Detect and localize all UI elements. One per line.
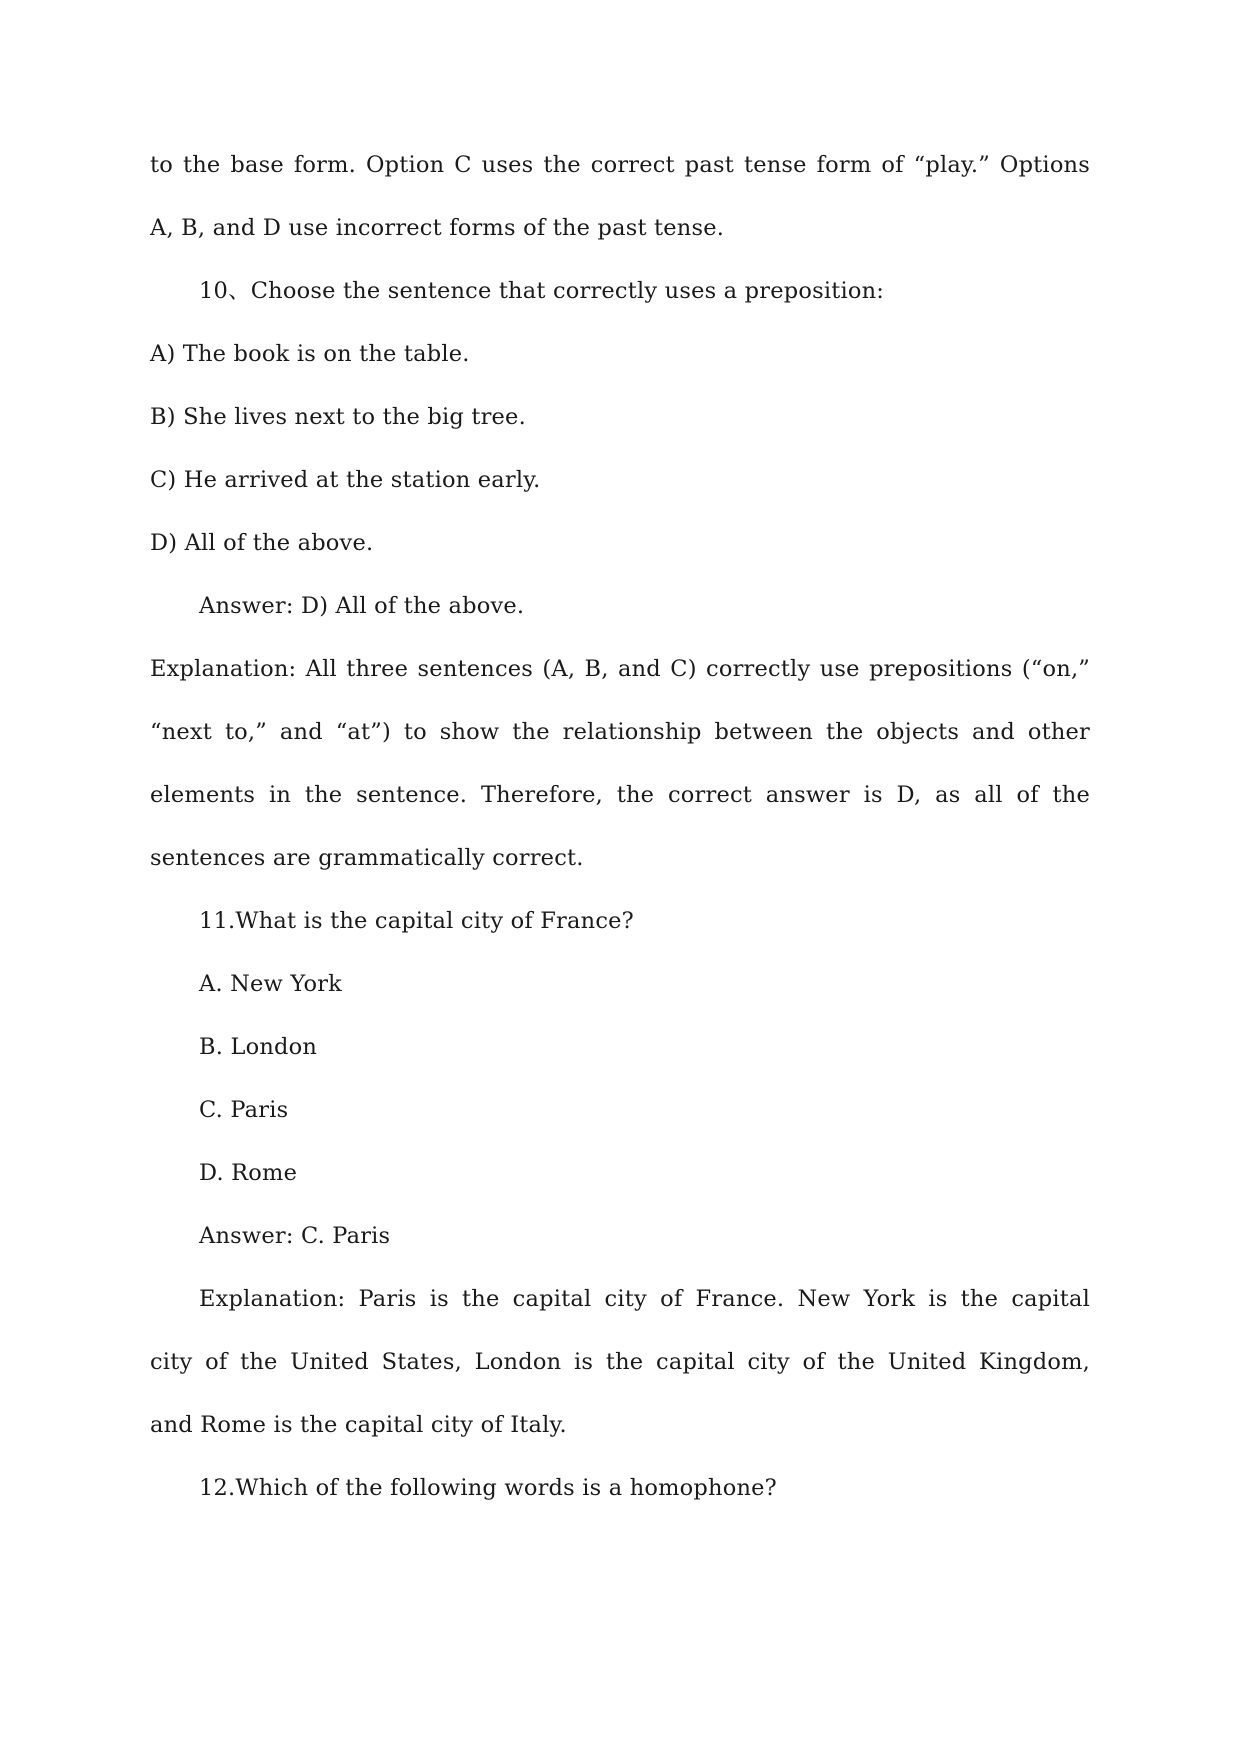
q10-option-a: A) The book is on the table. [150, 341, 470, 367]
q10-answer: Answer: D) All of the above. [199, 593, 525, 619]
q11-option-d: D. Rome [199, 1160, 298, 1186]
question-10: 10、Choose the sentence that correctly uses a preposition: [199, 278, 885, 304]
q11-option-b: B. London [199, 1034, 318, 1060]
question-12: 12.Which of the following words is a homophone? [199, 1475, 777, 1501]
question-11: 11.What is the capital city of France? [199, 908, 634, 934]
q10-option-d: D) All of the above. [150, 530, 374, 556]
q9-explanation-line-2: A, B, and D use incorrect forms of the past tense. [150, 215, 725, 241]
q11-explanation-line-1: Explanation: Paris is the capital city of France. New York is the capital [199, 1286, 1090, 1312]
q11-explanation-line-2: city of the United States, London is the capital city of the United Kingdom, [150, 1349, 1090, 1375]
q10-explanation-line-1: Explanation: All three sentences (A, B, and C) correctly use prepositions (“on,” [150, 656, 1090, 682]
q11-answer: Answer: C. Paris [199, 1223, 391, 1249]
q11-option-c: C. Paris [199, 1097, 289, 1123]
q11-explanation-line-3: and Rome is the capital city of Italy. [150, 1412, 567, 1438]
q10-explanation-line-4: sentences are grammatically correct. [150, 845, 584, 871]
q9-explanation-line-1: to the base form. Option C uses the correct past tense form of “play.” Options [150, 152, 1090, 178]
q10-explanation-line-2: “next to,” and “at”) to show the relationship between the objects and other [150, 719, 1090, 745]
q10-explanation-line-3: elements in the sentence. Therefore, the correct answer is D, as all of the [150, 782, 1090, 808]
q10-option-c: C) He arrived at the station early. [150, 467, 541, 493]
q10-option-b: B) She lives next to the big tree. [150, 404, 526, 430]
q11-option-a: A. New York [199, 971, 343, 997]
